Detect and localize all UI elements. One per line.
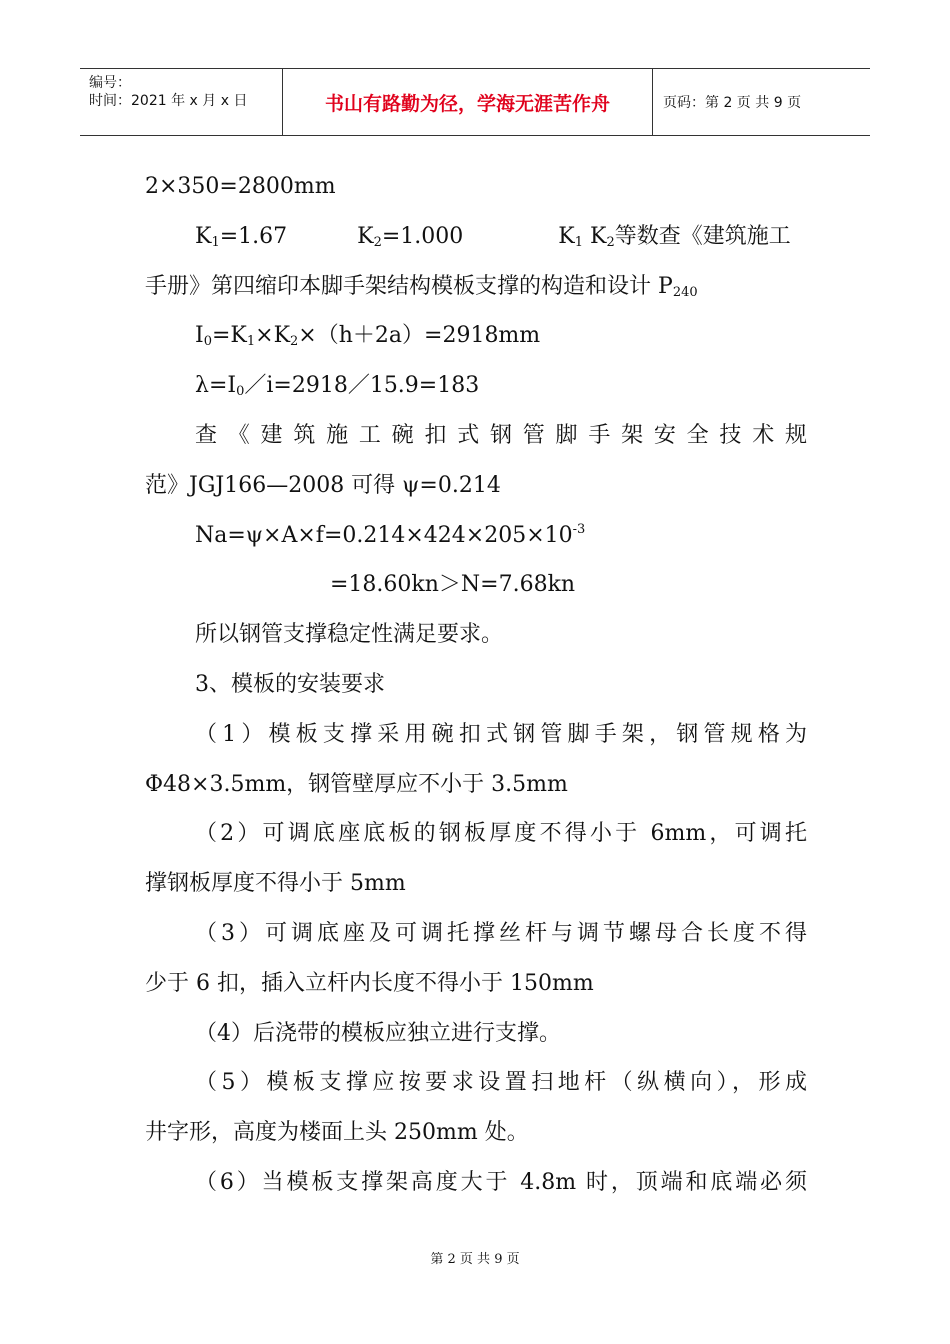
text-line: 少于 6 扣，插入立杆内长度不得小于 150mm [145, 970, 594, 996]
text-line: 范》JGJ166—2008 可得 ψ=0.214 [145, 472, 501, 498]
text-line: （6）当模板支撑架高度大于 4.8m 时，顶端和底端必须 [195, 1169, 807, 1195]
text-line: 撑钢板厚度不得小于 5mm [145, 871, 406, 897]
text-line: （1）模板支撑采用碗扣式钢管脚手架，钢管规格为 [195, 721, 807, 747]
text-line: （5）模板支撑应按要求设置扫地杆（纵横向），形成 [195, 1070, 807, 1096]
text-line: 查《建筑施工碗扣式钢管脚手架安全技术规 [195, 422, 807, 448]
formula-line: =18.60kn＞N=7.68kn [330, 572, 576, 598]
header-meta-cell [80, 69, 283, 135]
text-line: Φ48×3.5mm，钢管壁厚应不小于 3.5mm [145, 771, 568, 797]
page-header [80, 68, 870, 136]
text-line: （2）可调底座底板的钢板厚度不得小于 6mm，可调托 [195, 821, 807, 847]
text-line: $K_1=1.67$ $K_2=1.000$ $K_1$ $K_2$等数查《建筑施工 [195, 223, 791, 250]
formula-line: $\lambda=I_0/i=2918/15.9=183$ [195, 373, 480, 400]
text-line: （4）后浇带的模板应独立进行支撑。 [195, 1020, 561, 1046]
header-page-number: 页码：第 2 页 共 9 页 [663, 95, 802, 111]
document-date-label: 时间：2021 年 x 月 x 日 [89, 93, 248, 109]
formula-line: $I_0=K_1\times K_2\times(h+2a)=2918mm$ [195, 323, 541, 350]
text-line: 手册》第四缩印本脚手架结构模板支撑的构造和设计 $P_{240}$ [145, 273, 698, 300]
text-line: 井字形，高度为楼面上头 250mm 处。 [145, 1120, 529, 1146]
header-motto-cell [283, 69, 653, 135]
document-body [145, 162, 807, 1208]
text-line: （3）可调底座及可调托撑丝杆与调节螺母合长度不得 [195, 920, 807, 946]
page-footer: 第 2 页 共 9 页 [430, 1252, 520, 1267]
formula-line: $Na=\psi\times A\times f=0.214\times 424\times 205\times 10^{-3}$ [195, 521, 586, 548]
header-motto: 书山有路勤为径，学海无涯苦作舟 [324, 92, 610, 115]
text-line: 2×350=2800mm [145, 174, 336, 199]
document-number-label: 编号： [89, 75, 131, 91]
text-line: 所以钢管支撑稳定性满足要求。 [195, 622, 504, 648]
section-heading: 3、模板的安装要求 [195, 671, 385, 697]
